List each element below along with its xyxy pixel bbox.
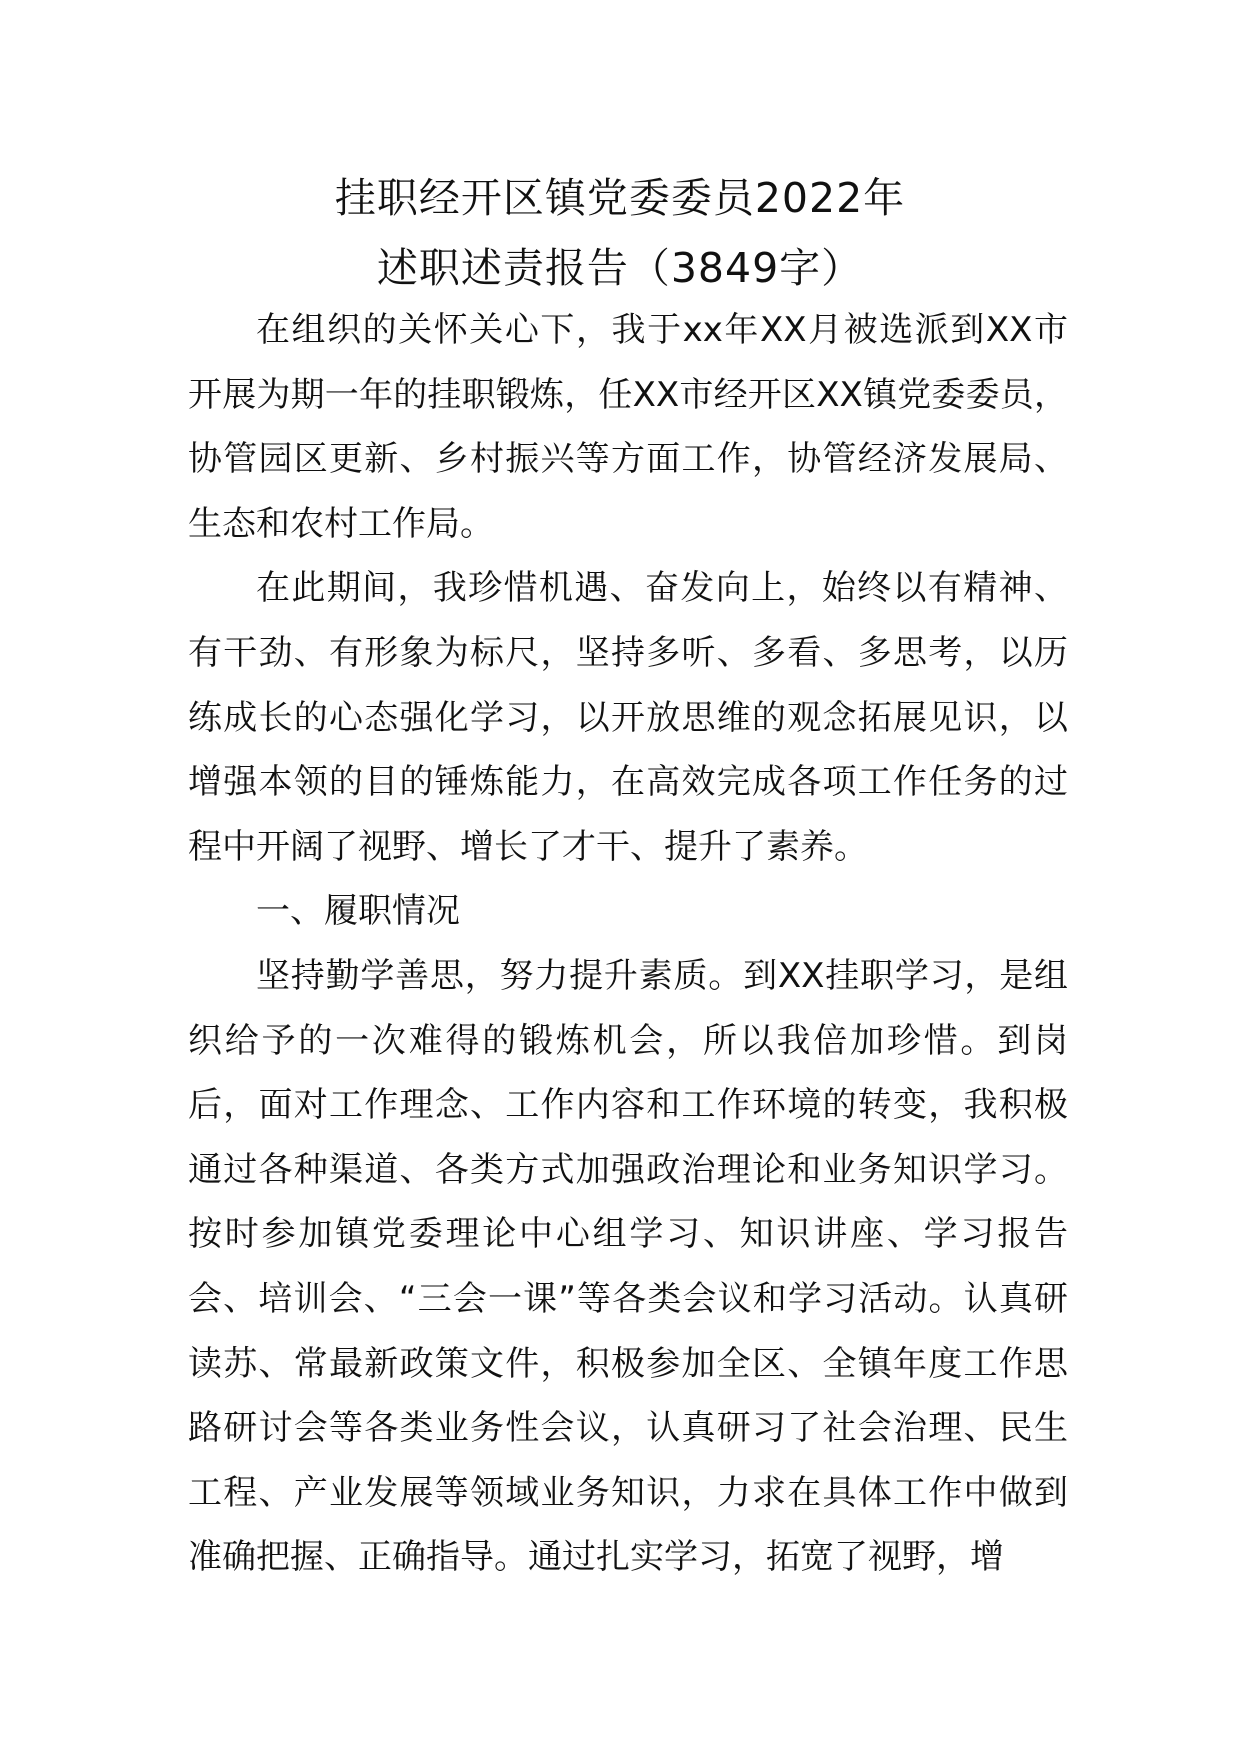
section-heading: 一、履职情况: [256, 891, 460, 932]
document-body: [188, 298, 1068, 1590]
section-paragraph: 坚持勤学善思，努力提升素质。到XX挂职学习，是组织给予的一次难得的锻炼机会，所以我倍加珍惜。到岗后，面对工作理念、工作内容和工作环境的转变，我积极通过各种渠道、各类方式加强政治理论和业务知识学习。按时参加镇党委理论中心组学习、知识讲座、学习报告会、培训会、“三会一课”等各类会议和学习活动。认真研读苏、常最新政策文件，积极参加全区、全镇年度工作思路研讨会等各类业务性会议，认真研习了社会治理、民生工程、产业发展等领域业务知识，力求在具体工作中做到准确把握、正确指导。通过扎实学习，拓宽了视野，增: [188, 955, 1068, 1578]
body-paragraph: 在组织的关怀关心下，我于xx年XX月被选派到XX市开展为期一年的挂职锻炼，任XX市经开区XX镇党委委员，协管园区更新、乡村振兴等方面工作，协管经济发展局、生态和农村工作局。: [188, 310, 1068, 544]
body-paragraph: 在此期间，我珍惜机遇、奋发向上，始终以有精神、有干劲、有形象为标尺，坚持多听、多看、多思考，以历练成长的心态强化学习，以开放思维的观念拓展见识，以增强本领的目的锤炼能力，在高效完成各项工作任务的过程中开阔了视野、增长了才干、提升了素养。: [188, 568, 1068, 867]
document-title-line-1: 挂职经开区镇党委委员2022年: [334, 174, 906, 222]
document-title-line-2: 述职述责报告（3849字）: [376, 244, 864, 292]
